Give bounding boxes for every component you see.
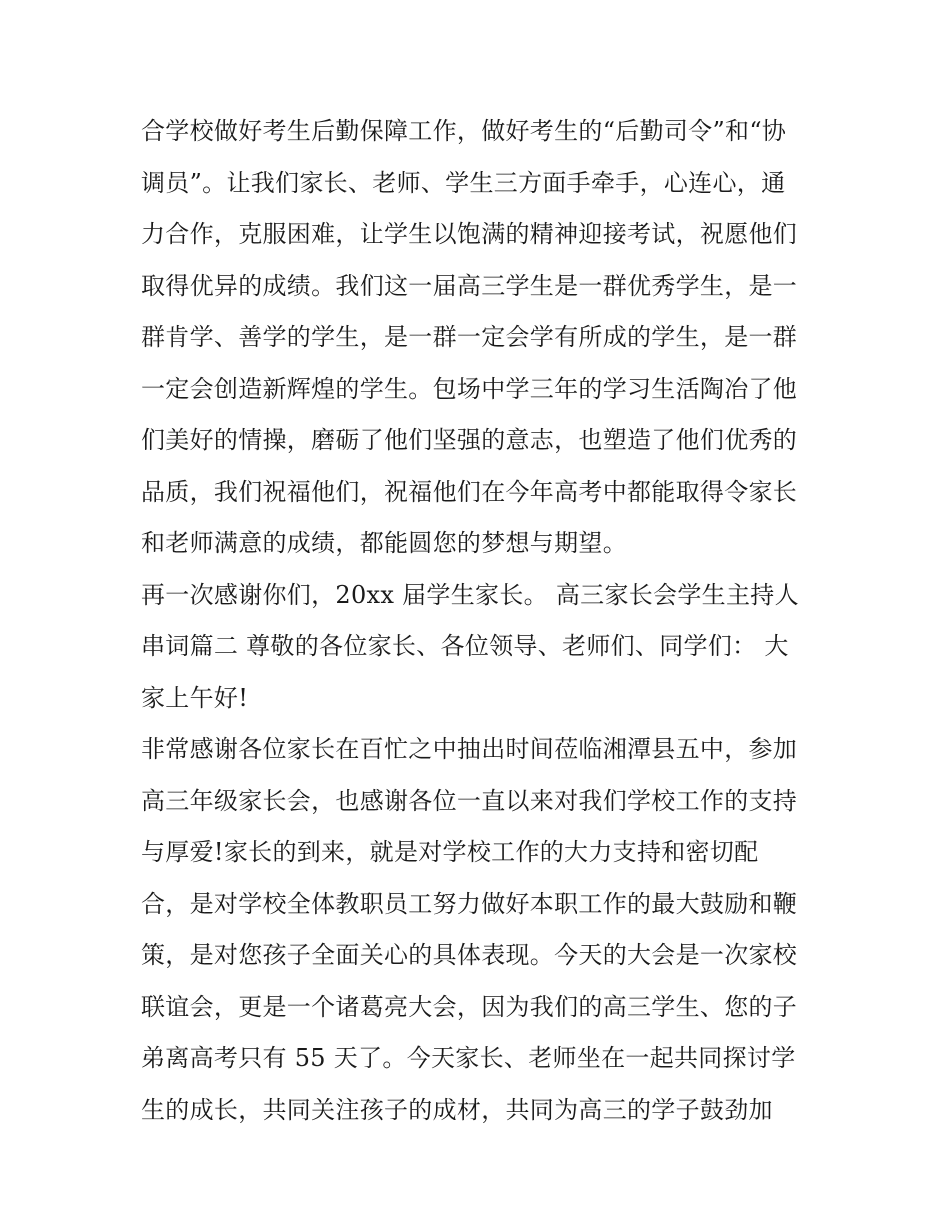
text-line: 们美好的情操，磨砺了他们坚强的意志，也塑造了他们优秀的 [141,426,798,454]
text-line: 一定会创造新辉煌的学生。包场中学三年的学习生活陶冶了他 [141,374,798,403]
text-line: 联谊会，更是一个诸葛亮大会，因为我们的高三学生、您的子 [141,992,798,1021]
text-line: 取得优异的成绩。我们这一届高三学生是一群优秀学生，是一 [141,271,798,300]
text-line: 生的成长，共同关注孩子的成材，共同为高三的学子鼓劲加 [141,1095,773,1124]
text-line: 和老师满意的成绩，都能圆您的梦想与期望。 [141,529,627,557]
body-text [141,106,821,1136]
text-line: 串词篇二 尊敬的各位家长、各位领导、老师们、同学们： 大 [141,632,789,660]
text-line: 合，是对学校全体教职员工努力做好本职工作的最大鼓励和鞭 [141,889,798,918]
text-line: 品质，我们祝福他们，祝福他们在今年高考中都能取得令家长 [141,477,798,506]
text-line: 与厚爱!家长的到来，就是对学校工作的大力支持和密切配 [141,838,759,866]
text-line: 合学校做好考生后勤保障工作，做好考生的“后勤司令”和“协 [141,117,787,145]
text-line: 调员”。让我们家长、老师、学生三方面手牵手，心连心，通 [141,168,786,197]
text-line: 力合作，克服困难，让学生以饱满的精神迎接考试，祝愿他们 [141,220,798,248]
text-line: 群肯学、善学的学生，是一群一定会学有所成的学生，是一群 [141,323,798,351]
text-line: 再一次感谢你们，20xx 届学生家长。 高三家长会学生主持人 [141,580,799,609]
text-line: 家上午好! [141,683,249,712]
text-line: 弟离高考只有 55 天了。今天家长、老师坐在一起共同探讨学 [141,1044,796,1072]
text-line: 策，是对您孩子全面关心的具体表现。今天的大会是一次家校 [141,941,798,969]
text-line: 高三年级家长会，也感谢各位一直以来对我们学校工作的支持 [141,786,798,815]
text-line: 非常感谢各位家长在百忙之中抽出时间莅临湘潭县五中，参加 [141,735,798,763]
